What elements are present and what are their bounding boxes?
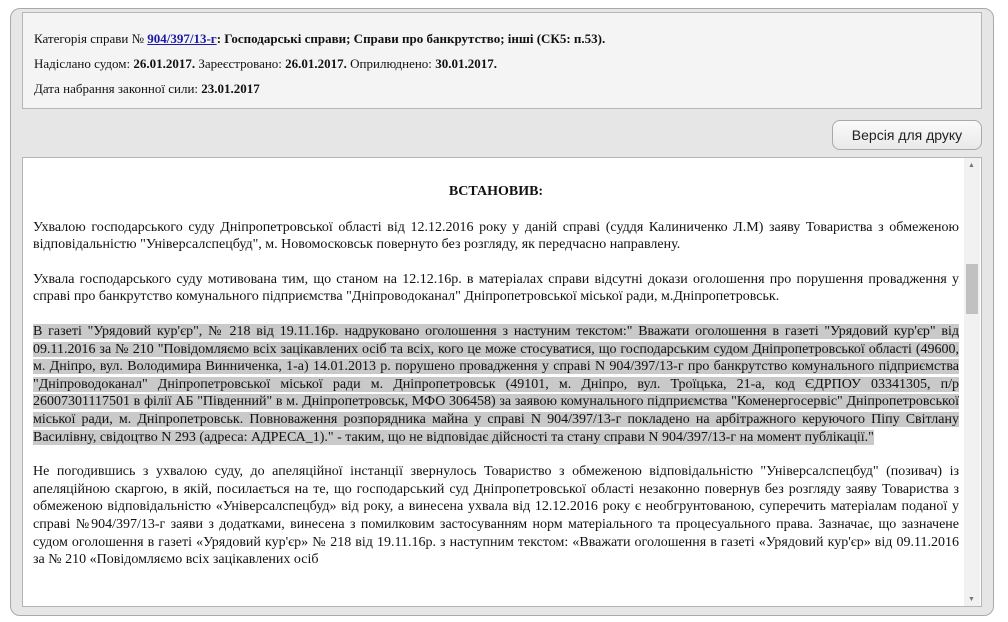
effective-date-line	[34, 81, 981, 106]
case-number-link[interactable]: 904/397/13-г	[147, 31, 217, 46]
category-label: Категорія справи №	[34, 31, 144, 46]
sent-label: Надіслано судом:	[34, 56, 131, 71]
published-label: Оприлюднено:	[350, 56, 432, 71]
selected-text: В газеті "Урядовий кур'єр", № 218 від 19.11.16р. надруковано оголошення з настуним текстом:" Вважати оголошення в газеті "Урядовий кур'єр" від 09.11.2016 за № 210 "Повідомляємо всіх зацікавлених осіб та всіх, кого це може стосуватися, що господарським судом Дніпропетровської області (49600, м. Дніпро, вул. Володимира Винниченка, 1-а) 14.01.2013 р. порушено провадження у справі N 904/397/13-г про банкрутство комунального підприємства "Дніпроводоканал" Дніпропетровської міської ради м. Дніпропетровськ (49101, м. Дніпро, вул. Троїцька, 21-а, код ЄДРПОУ 03341305, п/р 26007301117501 в філії АБ "Південний" в м. Дніпропетровськ, МФО 306458) за заявою комунального підприємства "Коменергосервіс" Дніпропетровської міської ради, м. Дніпропетровськ. Повноваження розпорядника майна у справі N 904/397/13-г покладено на арбітражного керуючого Піпу Світлану Василівну, свідоцтво N 293 (адреса: АДРЕСА_1)." - таким, що не відповідає дійсності та стану справи N 904/397/13-г на момент публікації."	[33, 323, 959, 445]
document-content	[33, 157, 959, 586]
paragraph: Ухвалою господарського суду Дніпропетровської області від 12.12.2016 року у даній справі (суддя Калиниченко Л.М) заяву Товариства з обмеженою відповідальністю "Універсалспецбуд", м. Новомосковськ повернуто без розгляду, як передчасно направлену.	[33, 219, 959, 253]
document-text-area[interactable]	[22, 157, 982, 607]
cut-off-line	[33, 157, 959, 163]
case-info-panel	[22, 12, 982, 109]
print-version-button[interactable]: Версія для друку	[832, 120, 982, 150]
effective-label: Дата набрання законної сили:	[34, 81, 199, 96]
category-value: : Господарські справи; Справи про банкрутство; інші (СК5: п.53).	[216, 31, 606, 46]
vertical-scrollbar[interactable]	[964, 158, 980, 606]
document-heading: ВСТАНОВИВ:	[448, 184, 544, 199]
scroll-up-arrow-icon[interactable]: ▲	[968, 161, 975, 169]
dates-line	[34, 56, 981, 81]
paragraph: Ухвала господарського суду мотивована тим, що станом на 12.12.16р. в матеріалах справи відсутні докази оголошення про порушення провадження у справі про банкрутство комунального підприємства "Дніпроводоканал" Дніпропетровської міської ради, м.Дніпропетровськ.	[33, 271, 959, 305]
registered-label: Зареєстровано:	[198, 56, 282, 71]
scrollbar-thumb[interactable]	[966, 264, 978, 314]
sent-date: 26.01.2017.	[133, 56, 196, 71]
paragraph: Не погодившись з ухвалою суду, до апеляційної інстанції звернулось Товариство з обмеженою відповідальністю "Універсалспецбуд" (позивач) із апеляційною скаргою, в якій, посилається на те, що господарський суд Дніпропетровської області незаконно повернув без розгляду заяву Товариства з обмеженою відповідальністю «Універсалспецбуд» від року, а винесена ухвала від 12.12.2016 року є необгрунтованою, суперечить матеріалам поданої у справі №904/397/13-г заяви з додатками, винесена з помилковим застосуванням норм матеріального та процесуального права. Зазначає, що зазначене судом оголошення в газеті «Урядовий кур'єр» № 218 від 19.11.16р. з наступним текстом: «Вважати оголошення в газеті «Урядовий кур'єр» від 09.11.2016 за № 210 «Повідомляємо всіх зацікавлених осіб	[33, 464, 959, 568]
scroll-down-arrow-icon[interactable]: ▼	[968, 595, 975, 603]
registered-date: 26.01.2017.	[285, 56, 347, 71]
effective-date: 23.01.2017	[201, 81, 260, 96]
case-category-line	[34, 31, 981, 56]
published-date: 30.01.2017.	[435, 56, 497, 71]
paragraph-selected	[33, 323, 959, 446]
